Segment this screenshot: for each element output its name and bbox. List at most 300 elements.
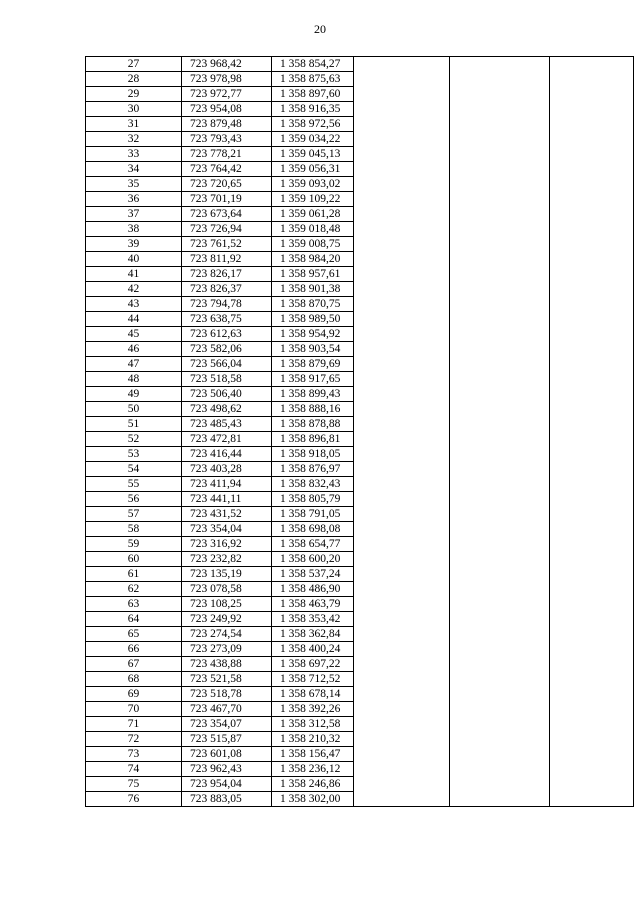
empty-cell <box>550 402 634 417</box>
empty-cell <box>450 357 550 372</box>
table-row <box>86 447 634 462</box>
empty-cell <box>354 792 450 807</box>
empty-cell <box>354 177 450 192</box>
point-number-cell: 30 <box>86 102 182 117</box>
table-row <box>86 357 634 372</box>
point-number-cell: 55 <box>86 477 182 492</box>
empty-cell <box>450 657 550 672</box>
x-coordinate-cell: 723 720,65 <box>182 177 272 192</box>
table-row <box>86 312 634 327</box>
y-coordinate-cell: 1 358 353,42 <box>272 612 354 627</box>
table-row <box>86 522 634 537</box>
y-coordinate-cell: 1 358 854,27 <box>272 57 354 72</box>
point-number-cell: 28 <box>86 72 182 87</box>
y-coordinate-cell: 1 358 654,77 <box>272 537 354 552</box>
y-coordinate-cell: 1 358 899,43 <box>272 387 354 402</box>
empty-cell <box>354 222 450 237</box>
table-row <box>86 162 634 177</box>
table-row <box>86 237 634 252</box>
empty-cell <box>354 672 450 687</box>
empty-cell <box>354 297 450 312</box>
x-coordinate-cell: 723 582,06 <box>182 342 272 357</box>
empty-cell <box>550 177 634 192</box>
empty-cell <box>550 672 634 687</box>
table-row <box>86 72 634 87</box>
x-coordinate-cell: 723 249,92 <box>182 612 272 627</box>
x-coordinate-cell: 723 354,04 <box>182 522 272 537</box>
point-number-cell: 35 <box>86 177 182 192</box>
y-coordinate-cell: 1 358 362,84 <box>272 627 354 642</box>
empty-cell <box>354 267 450 282</box>
y-coordinate-cell: 1 358 972,56 <box>272 117 354 132</box>
empty-cell <box>354 747 450 762</box>
point-number-cell: 37 <box>86 207 182 222</box>
y-coordinate-cell: 1 358 392,26 <box>272 702 354 717</box>
empty-cell <box>550 267 634 282</box>
x-coordinate-cell: 723 726,94 <box>182 222 272 237</box>
empty-cell <box>550 57 634 72</box>
empty-cell <box>354 237 450 252</box>
table-row <box>86 132 634 147</box>
table-row <box>86 777 634 792</box>
y-coordinate-cell: 1 358 463,79 <box>272 597 354 612</box>
empty-cell <box>450 732 550 747</box>
empty-cell <box>450 462 550 477</box>
table-row <box>86 702 634 717</box>
empty-cell <box>450 597 550 612</box>
table-row <box>86 147 634 162</box>
point-number-cell: 70 <box>86 702 182 717</box>
table-row <box>86 87 634 102</box>
y-coordinate-cell: 1 358 246,86 <box>272 777 354 792</box>
table-row <box>86 387 634 402</box>
point-number-cell: 60 <box>86 552 182 567</box>
x-coordinate-cell: 723 485,43 <box>182 417 272 432</box>
empty-cell <box>450 402 550 417</box>
x-coordinate-cell: 723 701,19 <box>182 192 272 207</box>
empty-cell <box>354 492 450 507</box>
x-coordinate-cell: 723 566,04 <box>182 357 272 372</box>
x-coordinate-cell: 723 954,04 <box>182 777 272 792</box>
y-coordinate-cell: 1 359 093,02 <box>272 177 354 192</box>
empty-cell <box>354 207 450 222</box>
table-row <box>86 402 634 417</box>
empty-cell <box>450 267 550 282</box>
empty-cell <box>354 762 450 777</box>
empty-cell <box>450 72 550 87</box>
point-number-cell: 61 <box>86 567 182 582</box>
table-row <box>86 507 634 522</box>
empty-cell <box>550 447 634 462</box>
table-row <box>86 762 634 777</box>
empty-cell <box>550 207 634 222</box>
point-number-cell: 27 <box>86 57 182 72</box>
point-number-cell: 43 <box>86 297 182 312</box>
y-coordinate-cell: 1 358 903,54 <box>272 342 354 357</box>
table-row <box>86 657 634 672</box>
y-coordinate-cell: 1 359 109,22 <box>272 192 354 207</box>
table-row <box>86 267 634 282</box>
x-coordinate-cell: 723 764,42 <box>182 162 272 177</box>
empty-cell <box>550 552 634 567</box>
y-coordinate-cell: 1 359 061,28 <box>272 207 354 222</box>
y-coordinate-cell: 1 358 486,90 <box>272 582 354 597</box>
table-row <box>86 417 634 432</box>
empty-cell <box>550 72 634 87</box>
point-number-cell: 41 <box>86 267 182 282</box>
empty-cell <box>550 87 634 102</box>
table-row <box>86 222 634 237</box>
empty-cell <box>550 432 634 447</box>
y-coordinate-cell: 1 358 901,38 <box>272 282 354 297</box>
empty-cell <box>450 57 550 72</box>
empty-cell <box>450 477 550 492</box>
table-row <box>86 192 634 207</box>
empty-cell <box>450 177 550 192</box>
empty-cell <box>354 252 450 267</box>
empty-cell <box>550 387 634 402</box>
x-coordinate-cell: 723 879,48 <box>182 117 272 132</box>
empty-cell <box>450 282 550 297</box>
empty-cell <box>450 87 550 102</box>
point-number-cell: 68 <box>86 672 182 687</box>
empty-cell <box>450 717 550 732</box>
empty-cell <box>354 132 450 147</box>
empty-cell <box>550 762 634 777</box>
empty-cell <box>450 327 550 342</box>
x-coordinate-cell: 723 794,78 <box>182 297 272 312</box>
point-number-cell: 56 <box>86 492 182 507</box>
y-coordinate-cell: 1 358 791,05 <box>272 507 354 522</box>
point-number-cell: 46 <box>86 342 182 357</box>
y-coordinate-cell: 1 358 832,43 <box>272 477 354 492</box>
empty-cell <box>550 627 634 642</box>
empty-cell <box>450 687 550 702</box>
empty-cell <box>550 237 634 252</box>
x-coordinate-cell: 723 793,43 <box>182 132 272 147</box>
empty-cell <box>354 342 450 357</box>
point-number-cell: 71 <box>86 717 182 732</box>
empty-cell <box>550 222 634 237</box>
x-coordinate-cell: 723 416,44 <box>182 447 272 462</box>
empty-cell <box>550 417 634 432</box>
empty-cell <box>550 507 634 522</box>
empty-cell <box>354 777 450 792</box>
table-row <box>86 102 634 117</box>
x-coordinate-cell: 723 811,92 <box>182 252 272 267</box>
y-coordinate-cell: 1 359 045,13 <box>272 147 354 162</box>
y-coordinate-cell: 1 358 917,65 <box>272 372 354 387</box>
empty-cell <box>354 552 450 567</box>
x-coordinate-cell: 723 612,63 <box>182 327 272 342</box>
empty-cell <box>450 582 550 597</box>
empty-cell <box>354 147 450 162</box>
empty-cell <box>450 222 550 237</box>
table-row <box>86 537 634 552</box>
empty-cell <box>450 297 550 312</box>
y-coordinate-cell: 1 359 018,48 <box>272 222 354 237</box>
empty-cell <box>354 597 450 612</box>
empty-cell <box>354 192 450 207</box>
point-number-cell: 69 <box>86 687 182 702</box>
x-coordinate-cell: 723 431,52 <box>182 507 272 522</box>
empty-cell <box>354 72 450 87</box>
empty-cell <box>450 432 550 447</box>
empty-cell <box>450 147 550 162</box>
x-coordinate-cell: 723 232,82 <box>182 552 272 567</box>
empty-cell <box>450 162 550 177</box>
y-coordinate-cell: 1 358 957,61 <box>272 267 354 282</box>
point-number-cell: 63 <box>86 597 182 612</box>
empty-cell <box>550 252 634 267</box>
empty-cell <box>354 387 450 402</box>
x-coordinate-cell: 723 601,08 <box>182 747 272 762</box>
x-coordinate-cell: 723 778,21 <box>182 147 272 162</box>
y-coordinate-cell: 1 358 984,20 <box>272 252 354 267</box>
empty-cell <box>354 102 450 117</box>
y-coordinate-cell: 1 358 537,24 <box>272 567 354 582</box>
point-number-cell: 33 <box>86 147 182 162</box>
x-coordinate-cell: 723 273,09 <box>182 642 272 657</box>
empty-cell <box>550 612 634 627</box>
table-row <box>86 642 634 657</box>
table-row <box>86 207 634 222</box>
table-row <box>86 672 634 687</box>
point-number-cell: 67 <box>86 657 182 672</box>
empty-cell <box>450 252 550 267</box>
empty-cell <box>550 522 634 537</box>
point-number-cell: 62 <box>86 582 182 597</box>
table-row <box>86 687 634 702</box>
empty-cell <box>354 732 450 747</box>
empty-cell <box>450 792 550 807</box>
empty-cell <box>550 342 634 357</box>
point-number-cell: 73 <box>86 747 182 762</box>
empty-cell <box>550 282 634 297</box>
point-number-cell: 36 <box>86 192 182 207</box>
point-number-cell: 45 <box>86 327 182 342</box>
y-coordinate-cell: 1 358 918,05 <box>272 447 354 462</box>
point-number-cell: 40 <box>86 252 182 267</box>
x-coordinate-cell: 723 521,58 <box>182 672 272 687</box>
point-number-cell: 54 <box>86 462 182 477</box>
x-coordinate-cell: 723 438,88 <box>182 657 272 672</box>
x-coordinate-cell: 723 078,58 <box>182 582 272 597</box>
x-coordinate-cell: 723 135,19 <box>182 567 272 582</box>
empty-cell <box>550 312 634 327</box>
empty-cell <box>450 447 550 462</box>
empty-cell <box>550 462 634 477</box>
y-coordinate-cell: 1 359 034,22 <box>272 132 354 147</box>
y-coordinate-cell: 1 358 989,50 <box>272 312 354 327</box>
table-row <box>86 792 634 807</box>
x-coordinate-cell: 723 978,98 <box>182 72 272 87</box>
empty-cell <box>550 537 634 552</box>
point-number-cell: 57 <box>86 507 182 522</box>
point-number-cell: 34 <box>86 162 182 177</box>
empty-cell <box>450 612 550 627</box>
y-coordinate-cell: 1 358 879,69 <box>272 357 354 372</box>
empty-cell <box>550 642 634 657</box>
y-coordinate-cell: 1 358 875,63 <box>272 72 354 87</box>
empty-cell <box>450 552 550 567</box>
point-number-cell: 42 <box>86 282 182 297</box>
x-coordinate-cell: 723 316,92 <box>182 537 272 552</box>
x-coordinate-cell: 723 761,52 <box>182 237 272 252</box>
empty-cell <box>354 582 450 597</box>
empty-cell <box>354 402 450 417</box>
table-row <box>86 567 634 582</box>
x-coordinate-cell: 723 354,07 <box>182 717 272 732</box>
empty-cell <box>550 357 634 372</box>
empty-cell <box>450 507 550 522</box>
x-coordinate-cell: 723 673,64 <box>182 207 272 222</box>
empty-cell <box>450 117 550 132</box>
y-coordinate-cell: 1 358 954,92 <box>272 327 354 342</box>
x-coordinate-cell: 723 506,40 <box>182 387 272 402</box>
point-number-cell: 32 <box>86 132 182 147</box>
y-coordinate-cell: 1 358 712,52 <box>272 672 354 687</box>
point-number-cell: 59 <box>86 537 182 552</box>
empty-cell <box>354 657 450 672</box>
empty-cell <box>450 627 550 642</box>
table-row <box>86 372 634 387</box>
empty-cell <box>550 702 634 717</box>
empty-cell <box>450 387 550 402</box>
empty-cell <box>354 312 450 327</box>
empty-cell <box>550 477 634 492</box>
point-number-cell: 58 <box>86 522 182 537</box>
x-coordinate-cell: 723 515,87 <box>182 732 272 747</box>
empty-cell <box>450 192 550 207</box>
point-number-cell: 76 <box>86 792 182 807</box>
y-coordinate-cell: 1 358 210,32 <box>272 732 354 747</box>
empty-cell <box>450 702 550 717</box>
x-coordinate-cell: 723 467,70 <box>182 702 272 717</box>
empty-cell <box>354 417 450 432</box>
y-coordinate-cell: 1 358 236,12 <box>272 762 354 777</box>
y-coordinate-cell: 1 358 678,14 <box>272 687 354 702</box>
empty-cell <box>450 492 550 507</box>
x-coordinate-cell: 723 472,81 <box>182 432 272 447</box>
table-row <box>86 492 634 507</box>
point-number-cell: 65 <box>86 627 182 642</box>
empty-cell <box>450 372 550 387</box>
point-number-cell: 53 <box>86 447 182 462</box>
empty-cell <box>354 372 450 387</box>
y-coordinate-cell: 1 359 056,31 <box>272 162 354 177</box>
point-number-cell: 39 <box>86 237 182 252</box>
empty-cell <box>550 192 634 207</box>
empty-cell <box>450 762 550 777</box>
coordinates-table <box>85 56 634 807</box>
empty-cell <box>354 717 450 732</box>
empty-cell <box>450 207 550 222</box>
x-coordinate-cell: 723 883,05 <box>182 792 272 807</box>
point-number-cell: 50 <box>86 402 182 417</box>
y-coordinate-cell: 1 358 878,88 <box>272 417 354 432</box>
empty-cell <box>354 327 450 342</box>
empty-cell <box>550 132 634 147</box>
empty-cell <box>550 327 634 342</box>
x-coordinate-cell: 723 403,28 <box>182 462 272 477</box>
empty-cell <box>354 432 450 447</box>
table-row <box>86 252 634 267</box>
table-row <box>86 327 634 342</box>
empty-cell <box>354 57 450 72</box>
y-coordinate-cell: 1 358 600,20 <box>272 552 354 567</box>
y-coordinate-cell: 1 358 897,60 <box>272 87 354 102</box>
x-coordinate-cell: 723 826,37 <box>182 282 272 297</box>
y-coordinate-cell: 1 358 916,35 <box>272 102 354 117</box>
empty-cell <box>450 237 550 252</box>
x-coordinate-cell: 723 968,42 <box>182 57 272 72</box>
page-number: 20 <box>314 22 326 36</box>
empty-cell <box>354 627 450 642</box>
empty-cell <box>550 717 634 732</box>
empty-cell <box>550 657 634 672</box>
table-row <box>86 462 634 477</box>
empty-cell <box>354 282 450 297</box>
table-row <box>86 732 634 747</box>
point-number-cell: 66 <box>86 642 182 657</box>
table-row <box>86 342 634 357</box>
x-coordinate-cell: 723 972,77 <box>182 87 272 102</box>
empty-cell <box>354 357 450 372</box>
empty-cell <box>354 522 450 537</box>
x-coordinate-cell: 723 638,75 <box>182 312 272 327</box>
point-number-cell: 48 <box>86 372 182 387</box>
empty-cell <box>450 777 550 792</box>
empty-cell <box>550 687 634 702</box>
empty-cell <box>354 612 450 627</box>
y-coordinate-cell: 1 358 312,58 <box>272 717 354 732</box>
empty-cell <box>450 342 550 357</box>
table-row <box>86 717 634 732</box>
point-number-cell: 72 <box>86 732 182 747</box>
empty-cell <box>550 147 634 162</box>
empty-cell <box>550 297 634 312</box>
x-coordinate-cell: 723 962,43 <box>182 762 272 777</box>
y-coordinate-cell: 1 358 805,79 <box>272 492 354 507</box>
empty-cell <box>450 567 550 582</box>
empty-cell <box>550 747 634 762</box>
x-coordinate-cell: 723 498,62 <box>182 402 272 417</box>
empty-cell <box>450 642 550 657</box>
x-coordinate-cell: 723 441,11 <box>182 492 272 507</box>
x-coordinate-cell: 723 108,25 <box>182 597 272 612</box>
point-number-cell: 47 <box>86 357 182 372</box>
point-number-cell: 44 <box>86 312 182 327</box>
empty-cell <box>550 117 634 132</box>
table-row <box>86 582 634 597</box>
point-number-cell: 74 <box>86 762 182 777</box>
x-coordinate-cell: 723 954,08 <box>182 102 272 117</box>
table-row <box>86 282 634 297</box>
empty-cell <box>354 162 450 177</box>
x-coordinate-cell: 723 518,78 <box>182 687 272 702</box>
empty-cell <box>550 732 634 747</box>
x-coordinate-cell: 723 411,94 <box>182 477 272 492</box>
empty-cell <box>450 672 550 687</box>
empty-cell <box>550 582 634 597</box>
y-coordinate-cell: 1 358 400,24 <box>272 642 354 657</box>
y-coordinate-cell: 1 358 870,75 <box>272 297 354 312</box>
point-number-cell: 31 <box>86 117 182 132</box>
empty-cell <box>354 567 450 582</box>
y-coordinate-cell: 1 358 896,81 <box>272 432 354 447</box>
point-number-cell: 75 <box>86 777 182 792</box>
